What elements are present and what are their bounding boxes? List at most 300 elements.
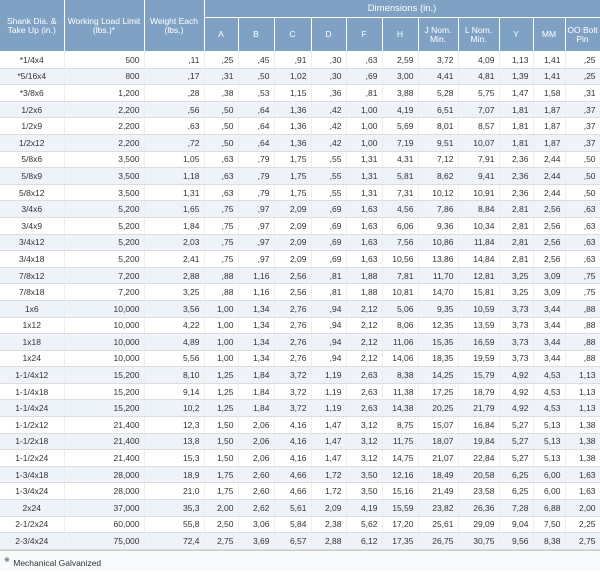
- table-cell: 13,8: [144, 433, 204, 450]
- row-label: 1-1/2x24: [0, 450, 64, 467]
- table-cell: 2,12: [346, 317, 382, 334]
- table-row: [0, 533, 600, 550]
- table-row: [0, 267, 600, 284]
- col-header-weight: Weight Each (lbs.): [144, 0, 204, 52]
- table-cell: ,50: [565, 184, 600, 201]
- table-cell: 7,31: [382, 184, 418, 201]
- table-cell: 7,19: [382, 134, 418, 151]
- table-cell: 1,87: [533, 134, 565, 151]
- table-cell: 2,44: [533, 184, 565, 201]
- table-cell: 13,86: [418, 251, 458, 268]
- table-cell: ,69: [346, 68, 382, 85]
- table-cell: 2,36: [499, 151, 533, 168]
- table-cell: 1,39: [499, 68, 533, 85]
- table-cell: 5,200: [64, 234, 144, 251]
- table-cell: 28,000: [64, 466, 144, 483]
- dim-header-2: C: [274, 18, 311, 52]
- table-cell: 3,500: [64, 184, 144, 201]
- table-cell: 15,200: [64, 383, 144, 400]
- table-row: [0, 68, 600, 85]
- table-cell: 14,75: [382, 450, 418, 467]
- table-cell: 1,63: [346, 251, 382, 268]
- table-cell: ,53: [238, 85, 274, 102]
- table-cell: ,25: [565, 68, 600, 85]
- table-cell: 6,06: [382, 217, 418, 234]
- col-header-shank: Shank Dia. & Take Up (in.): [0, 0, 64, 52]
- table-cell: ,37: [565, 118, 600, 135]
- table-cell: 2,59: [382, 52, 418, 69]
- table-cell: ,64: [238, 118, 274, 135]
- table-cell: ,94: [311, 317, 346, 334]
- table-cell: ,88: [565, 300, 600, 317]
- table-cell: 7,50: [533, 516, 565, 533]
- table-cell: 7,07: [458, 101, 499, 118]
- table-cell: ,81: [346, 85, 382, 102]
- table-cell: ,88: [565, 350, 600, 367]
- table-cell: ,94: [311, 350, 346, 367]
- table-cell: 21,07: [418, 450, 458, 467]
- table-cell: 1,58: [533, 85, 565, 102]
- table-row: [0, 466, 600, 483]
- dim-header-0: A: [204, 18, 238, 52]
- table-cell: 2,76: [274, 350, 311, 367]
- row-label: 5/8x6: [0, 151, 64, 168]
- table-cell: 1,36: [274, 101, 311, 118]
- table-row: [0, 251, 600, 268]
- table-cell: 2,06: [238, 417, 274, 434]
- table-cell: 1,00: [204, 300, 238, 317]
- table-cell: 11,38: [382, 383, 418, 400]
- table-cell: 8,57: [458, 118, 499, 135]
- table-cell: 1,41: [533, 52, 565, 69]
- table-cell: 12,16: [382, 466, 418, 483]
- table-cell: 35,3: [144, 500, 204, 517]
- table-cell: 4,66: [274, 466, 311, 483]
- table-cell: 11,75: [382, 433, 418, 450]
- table-cell: 4,53: [533, 367, 565, 384]
- table-cell: 5,61: [274, 500, 311, 517]
- table-cell: 3,88: [382, 85, 418, 102]
- table-cell: 55,8: [144, 516, 204, 533]
- table-cell: 7,200: [64, 284, 144, 301]
- table-cell: 3,69: [238, 533, 274, 550]
- table-cell: ,75: [204, 201, 238, 218]
- table-cell: 800: [64, 68, 144, 85]
- table-cell: 2,63: [346, 367, 382, 384]
- table-row: [0, 516, 600, 533]
- table-cell: 2,12: [346, 334, 382, 351]
- table-cell: 1,88: [346, 267, 382, 284]
- table-cell: 1,00: [346, 101, 382, 118]
- table-cell: 18,07: [418, 433, 458, 450]
- table-cell: 2,56: [274, 284, 311, 301]
- row-label: 1x12: [0, 317, 64, 334]
- table-row: [0, 483, 600, 500]
- table-cell: 1,31: [346, 184, 382, 201]
- table-cell: ,97: [238, 201, 274, 218]
- table-cell: 2,76: [274, 317, 311, 334]
- table-body: [0, 52, 600, 550]
- table-cell: 2,56: [533, 234, 565, 251]
- table-cell: 2,09: [274, 217, 311, 234]
- table-cell: 6,25: [499, 483, 533, 500]
- table-cell: ,81: [311, 267, 346, 284]
- row-label: 3/4x6: [0, 201, 64, 218]
- table-cell: 1,02: [274, 68, 311, 85]
- table-cell: 12,81: [458, 267, 499, 284]
- table-cell: 21,400: [64, 450, 144, 467]
- table-cell: 3,500: [64, 168, 144, 185]
- table-cell: ,69: [311, 201, 346, 218]
- table-cell: 6,57: [274, 533, 311, 550]
- table-row: [0, 383, 600, 400]
- table-cell: ,63: [204, 168, 238, 185]
- row-label: 7/8x18: [0, 284, 64, 301]
- table-cell: 2,81: [499, 201, 533, 218]
- table-cell: 6,88: [533, 500, 565, 517]
- table-cell: 1,75: [274, 168, 311, 185]
- table-cell: ,56: [144, 101, 204, 118]
- table-cell: 12,35: [418, 317, 458, 334]
- table-row: [0, 334, 600, 351]
- table-cell: ,55: [311, 184, 346, 201]
- table-cell: ,69: [311, 234, 346, 251]
- table-cell: 1,34: [238, 317, 274, 334]
- table-cell: 3,12: [346, 417, 382, 434]
- table-cell: 15,3: [144, 450, 204, 467]
- table-cell: 1,75: [204, 466, 238, 483]
- table-cell: 1,31: [346, 168, 382, 185]
- table-cell: 2,12: [346, 350, 382, 367]
- table-cell: 2,06: [238, 450, 274, 467]
- table-cell: 22,84: [458, 450, 499, 467]
- table-cell: 16,59: [458, 334, 499, 351]
- table-cell: 1,25: [204, 400, 238, 417]
- table-cell: ,97: [238, 217, 274, 234]
- table-cell: 1,75: [274, 151, 311, 168]
- table-row: [0, 151, 600, 168]
- row-label: 5/8x12: [0, 184, 64, 201]
- table-cell: 8,62: [418, 168, 458, 185]
- table-cell: 21,400: [64, 417, 144, 434]
- table-cell: 17,20: [382, 516, 418, 533]
- row-label: 1-1/2x18: [0, 433, 64, 450]
- table-cell: 10,2: [144, 400, 204, 417]
- table-cell: 1,47: [311, 433, 346, 450]
- table-cell: 11,70: [418, 267, 458, 284]
- table-cell: 5,28: [418, 85, 458, 102]
- row-label: 2x24: [0, 500, 64, 517]
- table-row: [0, 317, 600, 334]
- table-cell: 4,56: [382, 201, 418, 218]
- table-cell: 26,75: [418, 533, 458, 550]
- table-cell: 4,16: [274, 433, 311, 450]
- table-cell: ,45: [238, 52, 274, 69]
- row-label: 1/2x12: [0, 134, 64, 151]
- table-cell: 2,56: [533, 251, 565, 268]
- table-cell: 7,28: [499, 500, 533, 517]
- table-cell: 2,63: [346, 400, 382, 417]
- table-cell: 2,75: [204, 533, 238, 550]
- table-cell: 9,35: [418, 300, 458, 317]
- table-cell: 1,38: [565, 417, 600, 434]
- table-cell: 3,25: [144, 284, 204, 301]
- row-label: 1/2x6: [0, 101, 64, 118]
- table-row: [0, 400, 600, 417]
- table-cell: 3,56: [144, 300, 204, 317]
- table-cell: ,55: [311, 168, 346, 185]
- table-cell: 1,13: [565, 367, 600, 384]
- table-cell: 5,27: [499, 417, 533, 434]
- table-cell: 1,13: [565, 383, 600, 400]
- table-cell: 3,73: [499, 350, 533, 367]
- table-cell: 11,84: [458, 234, 499, 251]
- table-cell: ,91: [274, 52, 311, 69]
- table-cell: 17,35: [382, 533, 418, 550]
- table-cell: 2,56: [533, 201, 565, 218]
- table-cell: ,64: [238, 134, 274, 151]
- table-cell: 21,49: [418, 483, 458, 500]
- table-cell: 72,4: [144, 533, 204, 550]
- table-cell: ,97: [238, 251, 274, 268]
- table-cell: 37,000: [64, 500, 144, 517]
- table-cell: 4,53: [533, 383, 565, 400]
- table-cell: 1,25: [204, 367, 238, 384]
- table-cell: 2,88: [311, 533, 346, 550]
- table-cell: ,50: [204, 101, 238, 118]
- table-cell: 2,09: [274, 234, 311, 251]
- table-cell: 2,60: [238, 466, 274, 483]
- table-cell: 14,70: [418, 284, 458, 301]
- row-label: 1/2x9: [0, 118, 64, 135]
- table-cell: 29,09: [458, 516, 499, 533]
- table-cell: ,50: [565, 151, 600, 168]
- table-cell: 1,87: [533, 101, 565, 118]
- table-cell: ,31: [204, 68, 238, 85]
- table-cell: 7,56: [382, 234, 418, 251]
- table-cell: 1,31: [144, 184, 204, 201]
- table-cell: 2,36: [499, 184, 533, 201]
- table-cell: 2,76: [274, 300, 311, 317]
- table-cell: 15,35: [418, 334, 458, 351]
- table-cell: 2,200: [64, 134, 144, 151]
- table-cell: 5,06: [382, 300, 418, 317]
- table-cell: 9,14: [144, 383, 204, 400]
- table-cell: 10,000: [64, 300, 144, 317]
- table-cell: 2,44: [533, 151, 565, 168]
- table-row: [0, 433, 600, 450]
- table-cell: ,63: [565, 217, 600, 234]
- row-label: 7/8x12: [0, 267, 64, 284]
- table-cell: ,30: [311, 52, 346, 69]
- table-cell: 9,41: [458, 168, 499, 185]
- table-cell: 1,81: [499, 101, 533, 118]
- row-label: 3/4x18: [0, 251, 64, 268]
- table-cell: 1,72: [311, 466, 346, 483]
- table-cell: 10,81: [382, 284, 418, 301]
- table-cell: 20,25: [418, 400, 458, 417]
- row-label: 1x24: [0, 350, 64, 367]
- table-cell: 1,31: [346, 151, 382, 168]
- table-cell: 1,47: [499, 85, 533, 102]
- table-cell: ,69: [311, 217, 346, 234]
- table-cell: ,75: [565, 267, 600, 284]
- row-label: 5/8x9: [0, 168, 64, 185]
- table-cell: 2,81: [499, 251, 533, 268]
- table-cell: 2,75: [565, 533, 600, 550]
- table-cell: 4,16: [274, 450, 311, 467]
- table-cell: 4,89: [144, 334, 204, 351]
- table-cell: 1,84: [144, 217, 204, 234]
- table-cell: 28,000: [64, 483, 144, 500]
- table-cell: 10,000: [64, 350, 144, 367]
- table-cell: 5,81: [382, 168, 418, 185]
- table-cell: 3,06: [238, 516, 274, 533]
- table-cell: 7,12: [418, 151, 458, 168]
- row-label: 1-3/4x18: [0, 466, 64, 483]
- table-cell: ,81: [311, 284, 346, 301]
- table-cell: 2,09: [274, 201, 311, 218]
- table-cell: 8,75: [382, 417, 418, 434]
- table-cell: 8,84: [458, 201, 499, 218]
- footnote-mark: ※: [4, 556, 10, 564]
- table-cell: 21,0: [144, 483, 204, 500]
- table-cell: 1,00: [346, 118, 382, 135]
- table-cell: 2,36: [499, 168, 533, 185]
- table-cell: ,28: [144, 85, 204, 102]
- table-cell: 1,81: [499, 118, 533, 135]
- table-cell: 4,92: [499, 383, 533, 400]
- table-cell: 1,50: [204, 417, 238, 434]
- table-cell: ,94: [311, 300, 346, 317]
- table-cell: 1,72: [311, 483, 346, 500]
- table-cell: 1,34: [238, 300, 274, 317]
- table-cell: ,31: [565, 85, 600, 102]
- table-cell: ,63: [204, 151, 238, 168]
- table-cell: 1,84: [238, 400, 274, 417]
- table-cell: 1,18: [144, 168, 204, 185]
- table-cell: ,50: [204, 134, 238, 151]
- table-cell: 4,09: [458, 52, 499, 69]
- table-cell: 1,19: [311, 367, 346, 384]
- table-cell: 2,00: [204, 500, 238, 517]
- table-cell: ,63: [565, 251, 600, 268]
- table-cell: ,36: [311, 85, 346, 102]
- table-cell: ,64: [238, 101, 274, 118]
- table-cell: 1,63: [346, 217, 382, 234]
- table-cell: ,88: [565, 317, 600, 334]
- dim-header-5: H: [382, 18, 418, 52]
- table-cell: 15,200: [64, 367, 144, 384]
- table-cell: 2,38: [311, 516, 346, 533]
- table-cell: 10,86: [418, 234, 458, 251]
- table-cell: 1,75: [204, 483, 238, 500]
- table-cell: ,63: [346, 52, 382, 69]
- table-cell: 2,56: [533, 217, 565, 234]
- table-row: [0, 217, 600, 234]
- table-cell: 8,01: [418, 118, 458, 135]
- table-cell: ,11: [144, 52, 204, 69]
- table-cell: ,25: [204, 52, 238, 69]
- table-cell: 1,00: [204, 350, 238, 367]
- row-label: 1x6: [0, 300, 64, 317]
- table-cell: ,88: [204, 284, 238, 301]
- table-cell: 5,27: [499, 433, 533, 450]
- table-cell: ,75: [204, 217, 238, 234]
- table-cell: 1,50: [204, 450, 238, 467]
- table-cell: 1,19: [311, 400, 346, 417]
- table-cell: 3,50: [346, 466, 382, 483]
- row-label: 1-1/4x24: [0, 400, 64, 417]
- table-cell: 5,200: [64, 217, 144, 234]
- table-cell: 7,91: [458, 151, 499, 168]
- table-cell: 1,41: [533, 68, 565, 85]
- table-cell: 1,00: [204, 317, 238, 334]
- table-cell: 15,200: [64, 400, 144, 417]
- table-row: [0, 134, 600, 151]
- table-cell: 15,07: [418, 417, 458, 434]
- table-cell: 4,19: [346, 500, 382, 517]
- table-cell: ,97: [238, 234, 274, 251]
- dim-header-10: OO Bolt Pin: [565, 18, 600, 52]
- table-cell: 10,000: [64, 317, 144, 334]
- row-label: 1-1/2x12: [0, 417, 64, 434]
- table-cell: 1,63: [346, 234, 382, 251]
- table-cell: 1,19: [311, 383, 346, 400]
- table-cell: 6,12: [346, 533, 382, 550]
- table-cell: ,50: [204, 118, 238, 135]
- table-cell: 5,200: [64, 251, 144, 268]
- table-cell: 6,51: [418, 101, 458, 118]
- table-cell: 21,79: [458, 400, 499, 417]
- table-cell: 4,22: [144, 317, 204, 334]
- table-row: [0, 168, 600, 185]
- row-label: 1-3/4x24: [0, 483, 64, 500]
- table-cell: 9,56: [499, 533, 533, 550]
- table-cell: 2,03: [144, 234, 204, 251]
- table-cell: 8,38: [533, 533, 565, 550]
- table-cell: ,50: [565, 168, 600, 185]
- table-cell: 14,84: [458, 251, 499, 268]
- table-cell: 3,73: [499, 317, 533, 334]
- table-cell: 1,25: [204, 383, 238, 400]
- table-cell: 5,13: [533, 417, 565, 434]
- table-cell: 1,38: [565, 450, 600, 467]
- table-cell: 30,75: [458, 533, 499, 550]
- table-row: [0, 201, 600, 218]
- table-cell: ,17: [144, 68, 204, 85]
- table-row: [0, 52, 600, 69]
- table-cell: ,63: [565, 201, 600, 218]
- table-cell: 23,58: [458, 483, 499, 500]
- col-header-wll: Working Load Limit (lbs.)*: [64, 0, 144, 52]
- table-cell: 4,81: [458, 68, 499, 85]
- table-row: [0, 300, 600, 317]
- table-cell: 3,500: [64, 151, 144, 168]
- table-cell: 15,81: [458, 284, 499, 301]
- table-cell: 1,81: [499, 134, 533, 151]
- table-cell: 9,51: [418, 134, 458, 151]
- table-cell: ,38: [204, 85, 238, 102]
- table-cell: 2,09: [274, 251, 311, 268]
- row-label: *3/8x6: [0, 85, 64, 102]
- table-cell: ,79: [238, 184, 274, 201]
- table-cell: 5,75: [458, 85, 499, 102]
- table-cell: 2,200: [64, 101, 144, 118]
- table-cell: 1,75: [274, 184, 311, 201]
- table-cell: 14,06: [382, 350, 418, 367]
- table-cell: ,25: [565, 52, 600, 69]
